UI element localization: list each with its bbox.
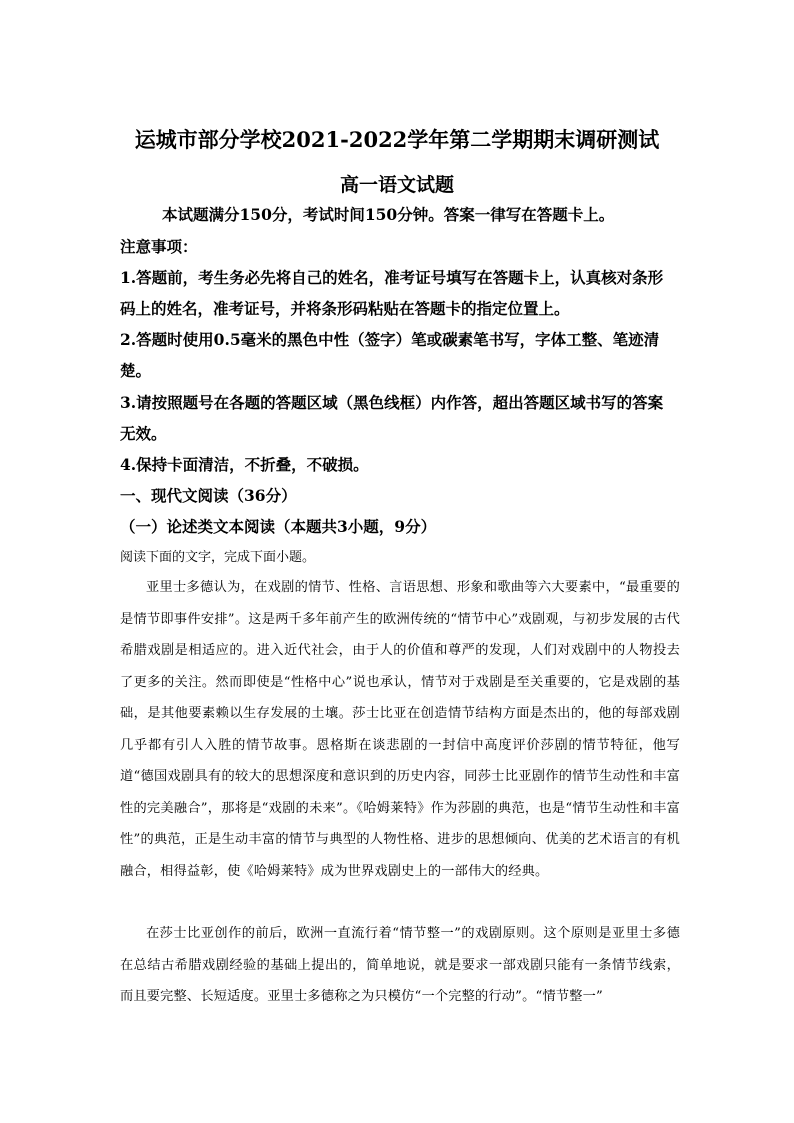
note-line: 2.答题时使用0.5毫米的黑色中性（签字）笔或碳素笔书写，字体工整、笔迹清 <box>120 330 660 349</box>
exam-intro: 本试题满分150分，考试时间150分钟。答案一律写在答题卡上。 <box>162 205 615 224</box>
note-line: 码上的姓名，准考证号，并将条形码粘贴在答题卡的指定位置上。 <box>120 299 570 318</box>
passage-paragraph-1: 亚里士多德认为，在戏剧的情节、性格、言语思想、形象和歌曲等六大要素中，“最重要的是情节即事件安排”。这是两千多年前产生的欧洲传统的“情节中心”戏剧观，与初步发展的古代希腊戏剧是相适应的。进入近代社会，由于人的价值和尊严的发现，人们对戏剧中的人物投去了更多的关注。然而即使是“性格中心”说也承认，情节对于戏剧是至关重要的，它是戏剧的基础，是其他要素赖以生存发展的土壤。莎士比亚在创造情节结构方面是杰出的，他的每部戏剧几乎都有引人入胜的情节故事。恩格斯在谈悲剧的一封信中高度评价莎剧的情节特征，他写道“德国戏剧具有的较大的思想深度和意识到的历史内容，同莎士比亚剧作的情节生动性和丰富性的完美融合”，那将是“戏剧的未来”。《哈姆莱特》作为莎剧的典范，也是“情节生动性和丰富性”的典范，正是生动丰富的情节与典型的人物性格、进步的思想倾向、优美的艺术语言的有机融合，相得益彰，使《哈姆莱特》成为世界戏剧史上的一部伟大的经典。 <box>120 580 680 879</box>
subsection-heading: （一）论述类文本阅读（本题共3小题，9分） <box>120 517 437 536</box>
passage-paragraph-2: 在莎士比亚创作的前后，欧洲一直流行着“情节整一”的戏剧原则。这个原则是亚里士多德在总结古希腊戏剧经验的基础上提出的，简单地说，就是要求一部戏剧只能有一条情节线索，而且要完整、长短适度。亚里士多德称之为只模仿“一个完整的行动”。“情节整一” <box>120 926 680 1004</box>
note-line: 4.保持卡面清洁，不折叠，不破损。 <box>120 455 369 474</box>
page-title: 运城市部分学校2021-2022学年第二学期期末调研测试 <box>134 127 660 152</box>
notes-heading: 注意事项： <box>120 237 198 256</box>
note-line: 1.答题前，考生务必先将自己的姓名，准考证号填写在答题卡上，认真核对条形 <box>120 268 664 287</box>
section-heading: 一、现代文阅读（36分） <box>120 486 297 505</box>
note-line: 无效。 <box>120 424 167 443</box>
note-line: 3.请按照题号在各题的答题区域（黑色线框）内作答，超出答题区域书写的答案 <box>120 393 664 412</box>
page-subtitle: 高一语文试题 <box>339 174 454 196</box>
reading-instruction: 阅读下面的文字，完成下面小题。 <box>120 550 316 565</box>
note-line: 楚。 <box>120 361 152 380</box>
